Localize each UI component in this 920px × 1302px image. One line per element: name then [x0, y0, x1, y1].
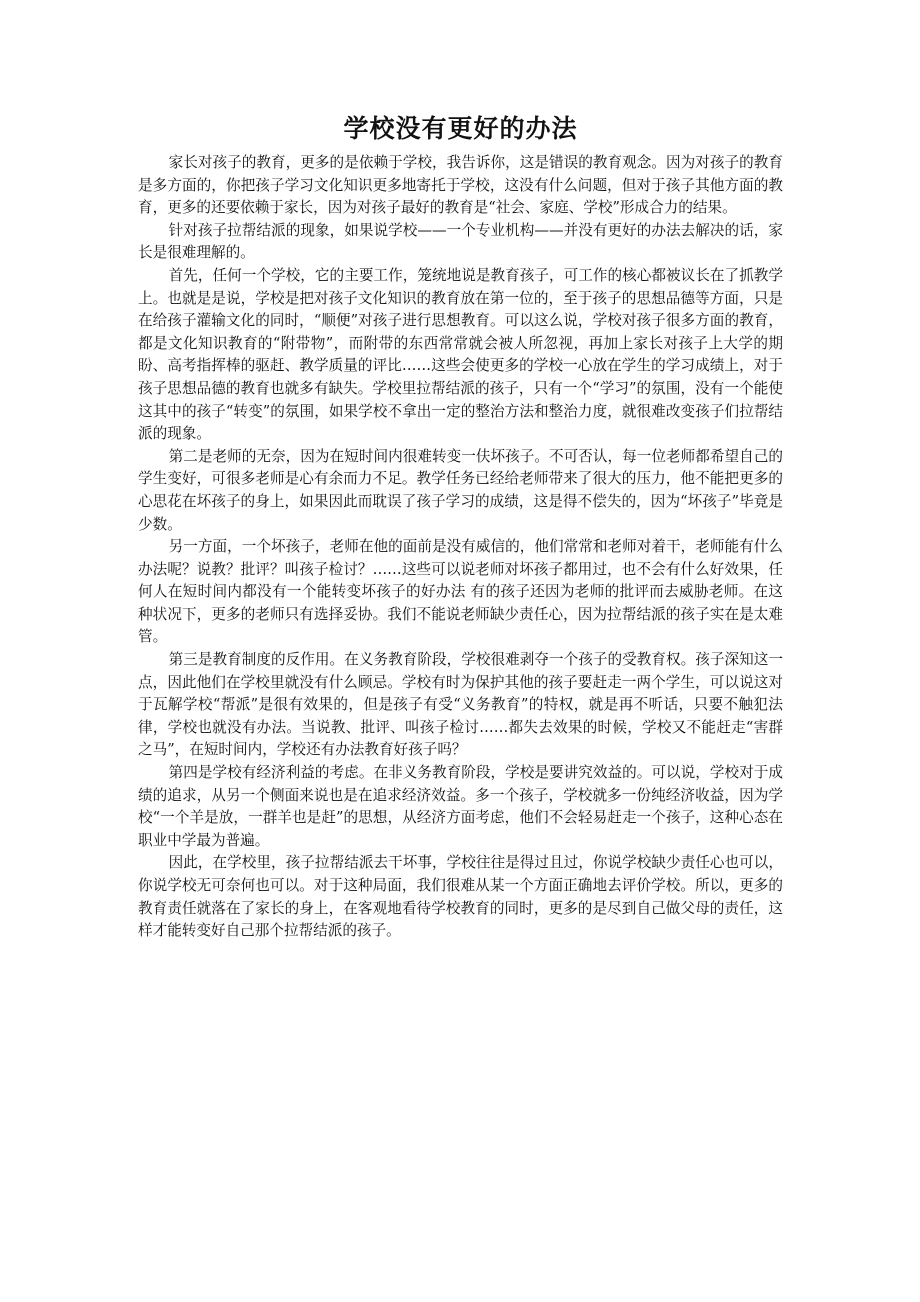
paragraph: 家长对孩子的教育，更多的是依赖于学校，我告诉你，这是错误的教育观念。因为对孩子的教育是多方面的，你把孩子学习文化知识更多地寄托于学校，这没有什么问题，但对于孩子其他方面的教育，更多的还要依赖于家长，因为对孩子最好的教育是“社会、家庭、学校”形成合力的结果。: [138, 154, 783, 217]
document-title: 学校没有更好的办法: [343, 114, 578, 143]
paragraph: 另一方面，一个坏孩子，老师在他的面前是没有威信的，他们常常和老师对着干，老师能有什么办法呢？说教？批评？叫孩子检讨？……这些可以说老师对坏孩子都用过，也不会有什么好效果，任何人在短时间内都没有一个能转变坏孩子的好办法 有的孩子还因为老师的批评而去威胁老师。在这种状况下，更多的老师只有选择妥协。我们不能说老师缺少责任心，因为拉帮结派的孩子实在是太难管。: [138, 538, 783, 646]
paragraph: 第四是学校有经济利益的考虑。在非义务教育阶段，学校是要讲究效益的。可以说，学校对于成绩的追求，从另一个侧面来说也是在追求经济效益。多一个孩子，学校就多一份纯经济收益，因为学校“一个羊是放，一群羊也是赶”的思想，从经济方面考虑，他们不会轻易赶走一个孩子，这种心态在职业中学最为普遍。: [138, 764, 783, 849]
paragraph: 首先，任何一个学校，它的主要工作，笼统地说是教育孩子，可工作的核心都被议长在了抓教学上。也就是是说，学校是把对孩子文化知识的教育放在第一位的，至于孩子的思想品德等方面，只是在给孩子灌输文化的同时，“顺便”对孩子进行思想教育。可以这么说，学校对孩子很多方面的教育，都是文化知识教育的“附带物”，而附带的东西常常就会被人所忽视，再加上家长对孩子上大学的期盼、高考指挥棒的驱赶、教学质量的评比……这些会使更多的学校一心放在学生的学习成绩上，对于孩子思想品德的教育也就多有缺失。学校里拉帮结派的孩子，只有一个“学习”的氛围，没有一个能使这其中的孩子“转变”的氛围，如果学校不拿出一定的整治方法和整治力度，就很难改变孩子们拉帮结派的现象。: [138, 266, 783, 443]
paragraph: 针对孩子拉帮结派的现象，如果说学校——一个专业机构——并没有更好的办法去解决的话，家长是很难理解的。: [138, 221, 783, 262]
paragraph: 因此，在学校里，孩子拉帮结派去干坏事，学校往往是得过且过，你说学校缺少责任心也可以，你说学校无可奈何也可以。对于这种局面，我们很难从某一个方面正确地去评价学校。所以，更多的教育责任就落在了家长的身上，在客观地看待学校教育的同时，更多的是尽到自己做父母的责任，这样才能转变好自己那个拉帮结派的孩子。: [138, 854, 783, 940]
paragraph: 第二是老师的无奈，因为在短时间内很难转变一伕坏孩子。不可否认，每一位老师都希望自己的学生变好，可很多老师是心有余而力不足。教学任务已经给老师带来了很大的压力，他不能把更多的心思花在坏孩子的身上，如果因此而耽误了孩子学习的成绩，这是得不偿失的，因为“坏孩子”毕竟是少数。: [138, 447, 783, 533]
document-page: [138, 112, 783, 943]
paragraph: 第三是教育制度的反作用。在义务教育阶段，学校很难剥夺一个孩子的受教育权。孩子深知这一点，因此他们在学校里就没有什么顾忌。学校有时为保护其他的孩子要赶走一两个学生，可以说这对于瓦解学校“帮派”是很有效果的，但是孩子有受“义务教育”的特权，就是再不听话，只要不触犯法律，学校也就没有办法。当说教、批评、叫孩子检讨……都失去效果的时候，学校又不能赶走“害群之马”，在短时间内，学校还有办法教育好孩子吗？: [138, 651, 783, 759]
